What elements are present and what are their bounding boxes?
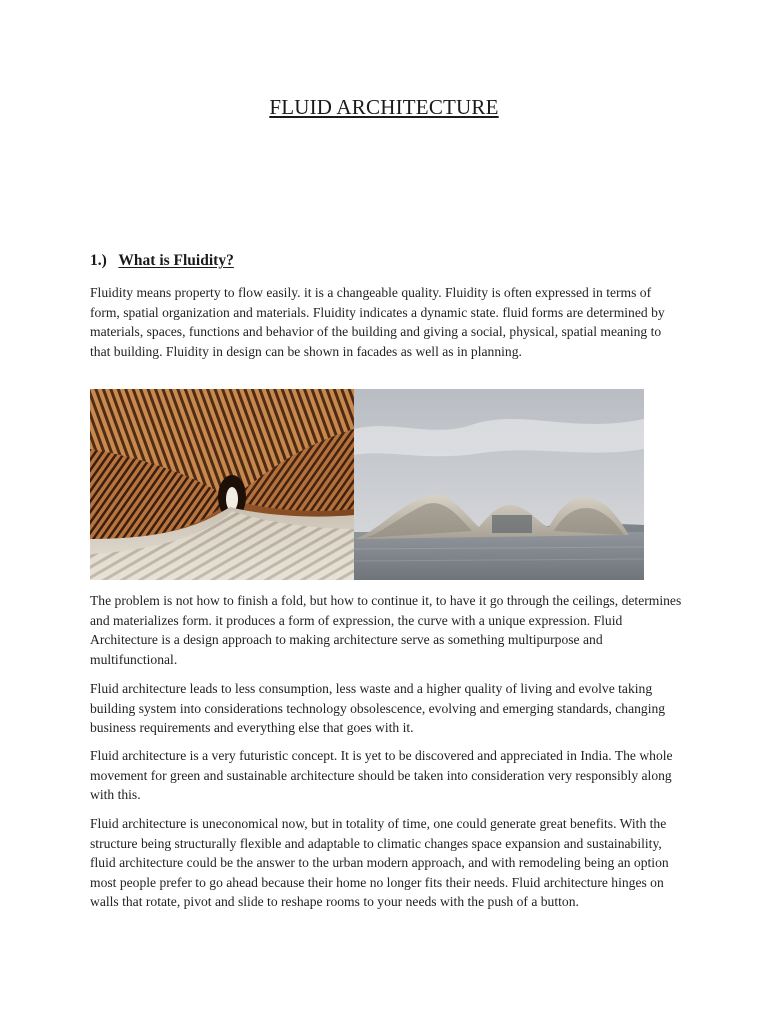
paragraph-2: The problem is not how to finish a fold, but how to continue it, to have it go through the ceilings, determines and materializes form. it produces a form of expression, the curve with a unique expression. Fluid Architecture is a design approach to making architecture serve as something multipurpose and multifunctional. <box>90 593 682 667</box>
figure-images <box>90 389 644 580</box>
paragraph-4: Fluid architecture is a very futuristic concept. It is yet to be discovered and appreciated in India. The whole movement for green and sustainable architecture should be taken into consideration very responsibly along with this. <box>90 748 673 802</box>
paragraph-5: Fluid architecture is uneconomical now, but in totality of time, one could generate great benefits. With the structure being structurally flexible and adaptable to climatic changes space expansion and sustainability, fluid architecture could be the answer to the urban modern approach, and with remodeling being an option most people prefer to go ahead because their home no longer fits their needs. Fluid architecture hinges on walls that rotate, pivot and slide to reshape rooms to your needs with the push of a button. <box>90 816 669 909</box>
paragraph-1: Fluidity means property to flow easily. it is a changeable quality. Fluidity is often expressed in terms of form, spatial organization and materials. Fluidity indicates a dynamic state. fluid forms are determined by materials, spaces, functions and behavior of the building and giving a social, physical, spatial meaning to that building. Fluidity in design can be shown in facades as well as in planning. <box>90 285 665 359</box>
wave-roof-building-image <box>354 389 644 580</box>
section-number: 1.) <box>90 252 107 269</box>
paragraph-3: Fluid architecture leads to less consumption, less waste and a higher quality of living and evolve taking building system into considerations technology obsolescence, evolving and emerging standards, changing business requirements and everything else that goes with it. <box>90 681 666 735</box>
document-title: FLUID ARCHITECTURE <box>269 95 499 119</box>
wooden-tunnel-image <box>90 389 354 580</box>
section-heading-text: What is Fluidity? <box>118 252 234 269</box>
section-heading <box>90 252 234 270</box>
